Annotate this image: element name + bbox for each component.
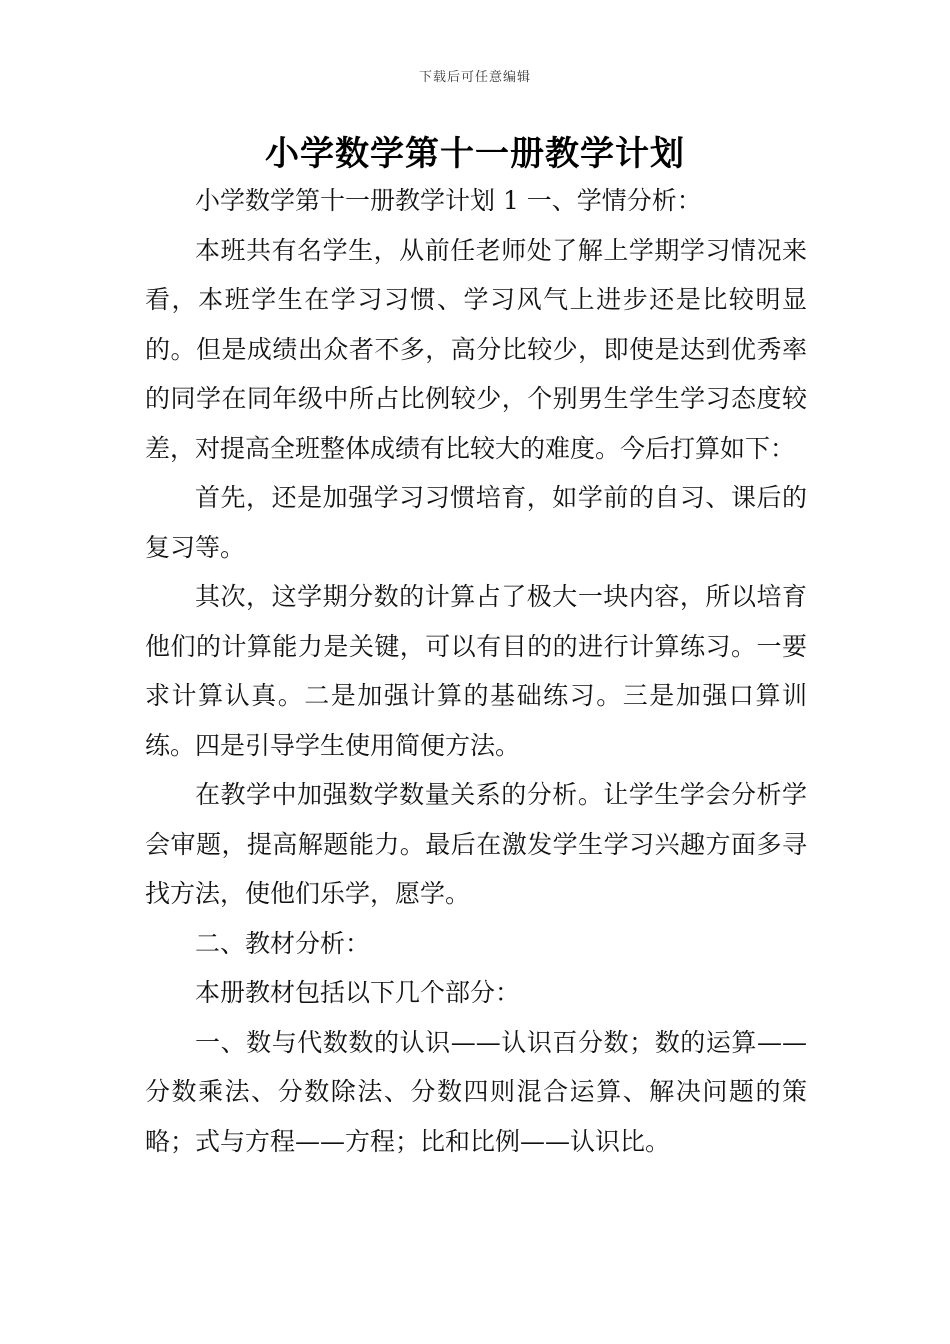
paragraph-second: 其次，这学期分数的计算占了极大一块内容，所以培育他们的计算能力是关键，可以有目的的进行计算练习。一要求计算认真。二是加强计算的基础练习。三是加强口算训练。四是引导学生使用简便方法。 <box>145 582 807 760</box>
paragraph-analysis: 在教学中加强数学数量关系的分析。让学生学会分析学会审题，提高解题能力。最后在激发学生学习兴趣方面多寻找方法，使他们乐学，愿学。 <box>145 780 807 908</box>
document-title: 小学数学第十一册教学计划 <box>265 134 685 174</box>
paragraph-first: 首先，还是加强学习习惯培育，如学前的自习、课后的复习等。 <box>145 483 807 562</box>
paragraph-class-situation: 本班共有名学生，从前任老师处了解上学期学习情况来看，本班学生在学习习惯、学习风气上进步还是比较明显的。但是成绩出众者不多，高分比较少，即使是达到优秀率的同学在同年级中所占比例较少，个别男生学生学习态度较差，对提高全班整体成绩有比较大的难度。今后打算如下： <box>145 235 807 463</box>
document-body <box>145 176 807 1166</box>
paragraph-intro: 小学数学第十一册教学计划 1 一、学情分析： <box>195 186 702 215</box>
paragraph-section-heading: 二、教材分析： <box>195 928 371 958</box>
paragraph-materials-intro: 本册教材包括以下几个部分： <box>195 978 521 1007</box>
header-note: 下载后可任意编辑 <box>418 70 531 85</box>
paragraph-number-algebra: 一、数与代数数的认识——认识百分数；数的运算——分数乘法、分数除法、分数四则混合运算、解决问题的策略；式与方程——方程；比和比例——认识比。 <box>145 1027 807 1156</box>
